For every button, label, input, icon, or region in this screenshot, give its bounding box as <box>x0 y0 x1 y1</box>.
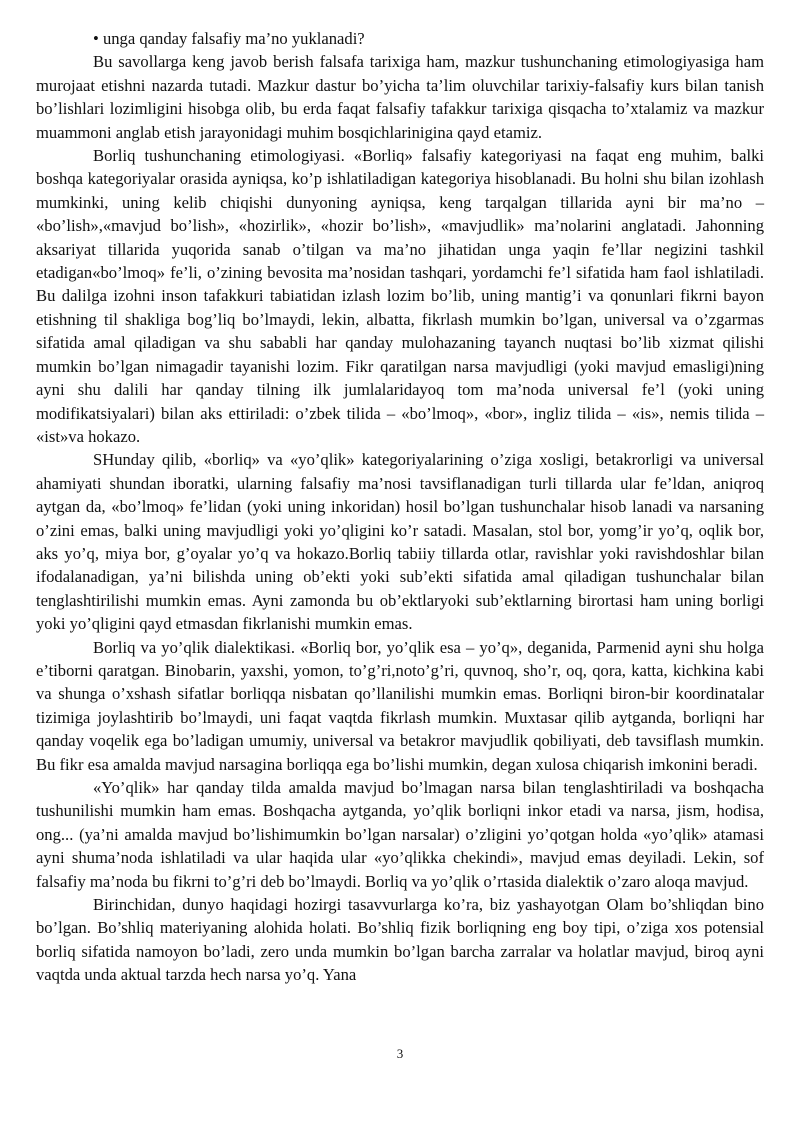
paragraph-question-bullet: • unga qanday falsafiy ma’no yuklanadi? <box>93 29 365 48</box>
paragraph-intro: Bu savollarga keng javob berish falsafa tarixiga ham, mazkur tushunchaning etimologiyasiga ham murojaat etishni nazarda tutadi. Mazkur dastur bo’yicha ta’lim oluvchilar tarixiy-falsafiy kurs bilan tanish bo’lishlari lozimligini hisobga olib, bu erda faqat falsafiy tafakkur tarixiga qisqacha to’xtalamiz va mazkur muammoni anglab etish jarayonidagi muhim bosqichlarinigina qayd etamiz. <box>36 52 764 142</box>
document-page <box>36 27 764 987</box>
paragraph-dialectics: Borliq va yo’qlik dialektikasi. «Borliq bor, yo’qlik esa – yo’q», deganida, Parmenid ayni shu holga e’tiborni qaratgan. Binobarin, yaxshi, yomon, to’g’ri,noto’g’ri, quvnoq, sho’r, oq, qora, katta, kichkina kabi va shunga o’xshash sifatlar borliqqa nisbatan qo’llanilishi mumkin emas. Borliqni biron-bir koordinatalar tizimiga joylashtirib bo’lmaydi, uni faqat vaqtda fikrlash mumkin. Muxtasar qilib aytganda, borliqni har qanday voqelik ega bo’ladigan umumiy, universal va betakror mavjudlik qobiliyati, deb tavsiflash mumkin. Bu fikr esa amalda mavjud narsagina borliqqa ega bo’lishi mumkin, degan xulosa chiqarish imkonini beradi. <box>36 637 764 774</box>
paragraph-categories: SHunday qilib, «borliq» va «yo’qlik» kategoriyalarining o’ziga xosligi, betakrorligi va universal ahamiyati shundan iboratki, ularning falsafiy ma’nosi tavsiflanadigan turli tillarda ular fe’ldan, aniqroq aytgan da, «bo’lmoq» fe’lidan (yoki uning inkoridan) hosil bo’lgan tushunchalar hisob lanadi va narsaning o’zini emas, balki uning mavjudligi yoki yo’qligini ko’r satadi. Masalan, stol bor, yomg’ir yo’q, oqlik bor, aks yo’q, miya bor, g’oyalar yo’q va hokazo.Borliq tabiiy tillarda otlar, ravishlar yoki ravishdoshlar bilan ifodalanadigan, ya’ni bilishda uning ob’ekti yoki sub’ekti sifatida amal qiladigan tushunchalar bilan tenglashtirilishi mumkin emas. Ayni zamonda bu ob’ektlaryoki sub’ektlarning birortasi ham uning borligi yoki yo’qligini qayd etmasdan fikrlanishi mumkin emas. <box>36 450 764 634</box>
paragraph-nonbeing: «Yo’qlik» har qanday tilda amalda mavjud bo’lmagan narsa bilan tenglashtiriladi va boshqacha tushunilishi mumkin ham emas. Boshqacha aytganda, yo’qlik borliqni inkor etadi va narsa, jism, hodisa, ong... (ya’ni amalda mavjud bo’lishimumkin bo’lgan narsalar) o’zligini yo’qotgan holda «yo’qlik» atamasi ayni shuma’noda ishlatiladi va ular haqida ular «yo’qlikka chekindi», mavjud emas deyiladi. Lekin, sof falsafiy ma’noda bu fikrni to’g’ri deb bo’lmaydi. Borliq va yo’qlik o’rtasida dialektik o’zaro aloqa mavjud. <box>36 778 764 891</box>
page-number: 3 <box>396 1046 404 1061</box>
paragraph-firstly: Birinchidan, dunyo haqidagi hozirgi tasavvurlarga ko’ra, biz yashayotgan Olam bo’shliqdan bino bo’lgan. Bo’shliq materiyaning alohida holati. Bo’shliq fizik borliqning eng boy tipi, o’ziga xos potensial borliq sifatida namoyon bo’ladi, zero unda mumkin bo’lgan barcha zarralar va holatlar mavjud, biroq ayni vaqtda unda aktual tarzda hech narsa yo’q. Yana <box>36 895 764 985</box>
paragraph-etymology: Borliq tushunchaning etimologiyasi. «Borliq» falsafiy kategoriyasi na faqat eng muhim, balki boshqa kategoriyalar orasida ayniqsa, ko’p ishlatiladigan kategoriya hisoblanadi. Bu holni shu bilan izohlash mumkinki, uning kelib chiqishi dunyoning ayniqsa, keng tarqalgan tillarida ayni bir ma’no – «bo’lish»,«mavjud bo’lish», «hozirlik», «hozir bo’lish», «mavjudlik» ma’nolarini anglatadi. Jahonning aksariyat tillarida yuqorida sanab o’tilgan va ma’no jihatidan unga yaqin fe’llar negizini tashkil etadigan«bo’lmoq» fe’li, o’zining bevosita ma’nosidan tashqari, yordamchi fe’l sifatida ham faol ishlatiladi. Bu dalilga izohni inson tafakkuri tabiatidan izlash lozim bo’lib, uning mantig’i va qonunlari fikrni bayon etishning til shakliga bog’liq bo’lmaydi, lekin, albatta, fikrlash mumkin bo’lgan, universal va o’zgarmas sifatida amal qiladigan va shu sababli har qanday mulohazaning tayanch nuqtasi bo’lib xizmat qilishi mumkin bo’lgan nimagadir tayanishi lozim. Fikr qaratilgan narsa mavjudligi (yoki mavjud emasligi)ning ayni shu dalili har qanday tilning ilk jumlalaridayoq tom ma’noda universal fe’l (yoki uning modifikatsiyalari) bilan aks ettiriladi: o’zbek tilida – «bo’lmoq», «bor», ingliz tilida – «is», nemis tilida – «ist»va hokazo. <box>36 146 764 446</box>
